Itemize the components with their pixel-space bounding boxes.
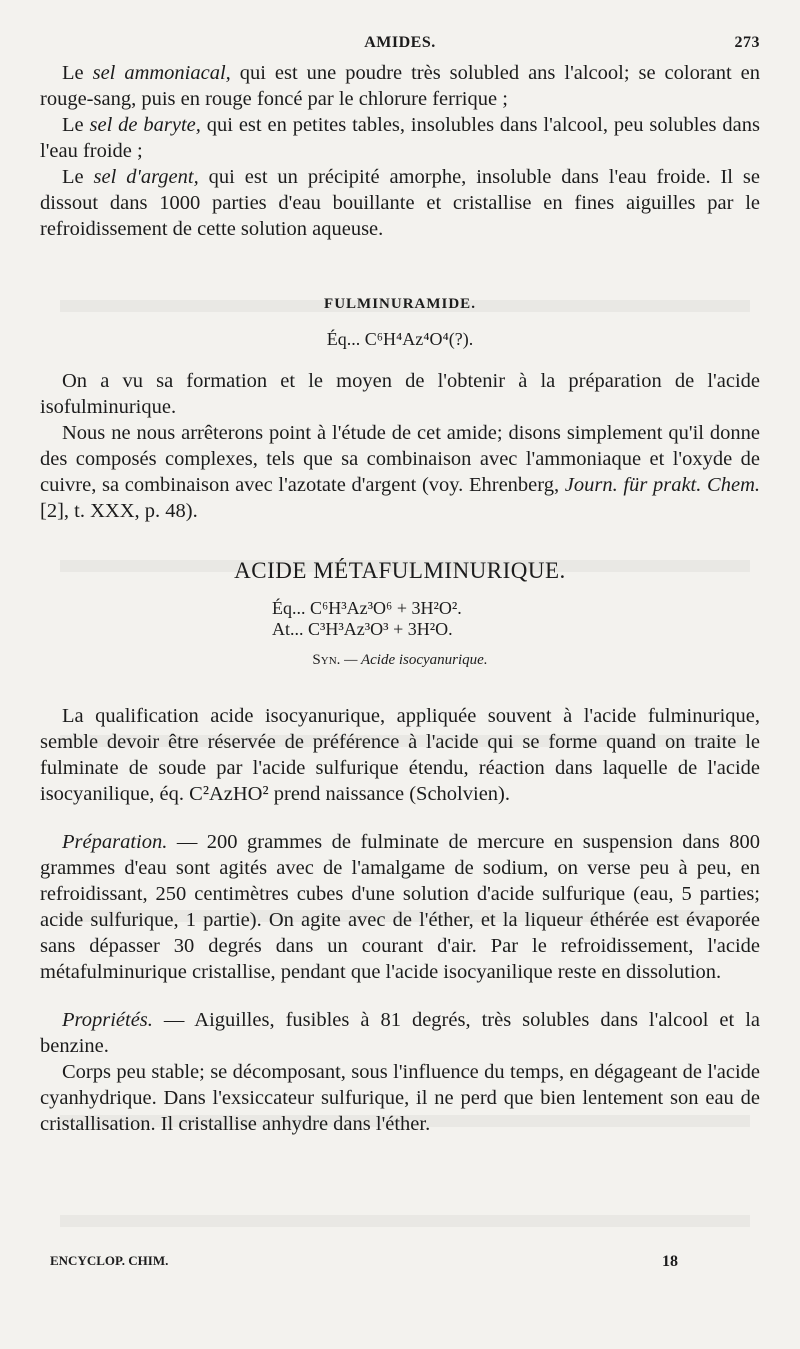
running-title: AMIDES. — [364, 34, 436, 51]
paragraph-proprietes: Propriétés. — Aiguilles, fusibles à 81 degrés, très solubles dans l'alcool et la benzine. — [40, 1009, 760, 1057]
paragraph-sel-ammoniacal: Le sel ammoniacal, qui est une poudre très solubled ans l'alcool; se colorant en rouge-sang, puis en rouge foncé par le chlorure ferrique ; — [40, 62, 761, 110]
page-footer — [50, 1253, 678, 1269]
paragraph-fulminuramide-composes: Nous ne nous arrêterons point à l'étude de cet amide; disons simplement qu'il donne des composés complexes, tels que sa combinaison avec l'ammoniaque et l'oxyde de cuivre, sa combinaison avec l'azotate d'argent (voy. Ehrenberg, Journ. für prakt. Chem. [2], t. XXX, p. 48). — [40, 422, 760, 522]
paragraph-corps-peu-stable: Corps peu stable; se décomposant, sous l'influence du temps, en dégageant de l'acide cyanhydrique. Dans l'exsiccateur sulfurique, il ne perd que bien lentement son eau de cristallisation. Il cristallise anhydre dans l'éther. — [40, 1061, 760, 1135]
paragraph-fulminuramide-formation: On a vu sa formation et le moyen de l'obtenir à la préparation de l'acide isofulminurique. — [40, 370, 760, 418]
paragraph-qualification: La qualification acide isocyanurique, appliquée souvent à l'acide fulminurique, semble devoir être réservée de préférence à l'acide qui se forme quand on traite le fulminate de soude par l'acide sulfurique étendu, réaction dans laquelle de l'acide isocyanilique, éq. C²AzHO² prend naissance (Scholvien). — [40, 705, 760, 805]
footer-left: ENCYCLOP. CHIM. — [50, 1253, 169, 1268]
paragraph-preparation: Préparation. — 200 grammes de fulminate de mercure en suspension dans 800 grammes d'eau sont agités avec de l'amalgame de sodium, on verse peu à peu, en refroidissant, 250 centimètres cubes d'une solution d'acide sulfurique (eau, 5 parties; acide sulfurique, 1 partie). On agite avec de l'éther, et la liqueur éthérée est évaporée sans dépasser 30 degrés dans un courant d'air. Par le refroidissement, l'acide métafulminurique cristallise, pendant que l'acide isocyanilique reste en dissolution. — [40, 831, 760, 983]
page-header — [40, 30, 760, 60]
paragraph-sel-baryte: Le sel de baryte, qui est en petites tables, insolubles dans l'alcool, peu solubles dans l'eau froide ; — [40, 114, 760, 162]
formula-eq: Éq... C⁶H³Az³O⁶ + 3H²O². — [272, 598, 462, 618]
page-number: 273 — [734, 34, 760, 51]
synonym-line: Syn. — Acide isocyanurique. — [312, 652, 488, 668]
footer-signature: 18 — [662, 1253, 678, 1270]
formula-block — [272, 598, 760, 640]
section-title-fulminuramide: FULMINURAMIDE. — [324, 296, 476, 312]
paragraph-sel-argent: Le sel d'argent, qui est un précipité amorphe, insoluble dans l'eau froide. Il se dissout dans 1000 parties d'eau bouillante et cristallise en fines aiguilles par le refroidissement de cette solution aqueuse. — [40, 166, 760, 240]
section-title-acide-metafulminurique: ACIDE MÉTAFULMINURIQUE. — [234, 558, 566, 583]
document-page — [40, 30, 760, 1137]
formula-fulminuramide: Éq... C⁶H⁴Az⁴O⁴(?). — [326, 329, 474, 349]
formula-at: At... C³H³Az³O³ + 3H²O. — [272, 619, 453, 639]
